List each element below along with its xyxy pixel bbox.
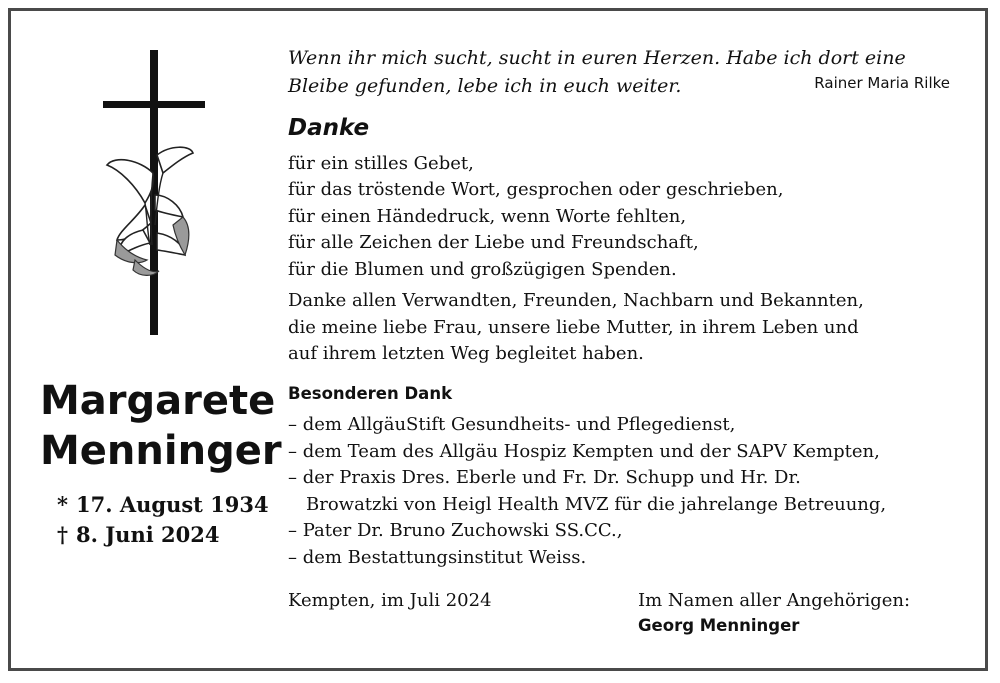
birth-symbol: * bbox=[57, 492, 68, 517]
thanks-line: für einen Händedruck, wenn Worte fehlten, bbox=[288, 205, 687, 227]
thanks-title: Danke bbox=[288, 115, 370, 141]
death-date: 8. Juni 2024 bbox=[76, 522, 220, 547]
thanks-paragraph-line: die meine liebe Frau, unsere liebe Mutter, in ihrem Leben und bbox=[288, 316, 859, 338]
birth-row bbox=[40, 490, 280, 520]
thanks-line: für das tröstende Wort, gesprochen oder geschrieben, bbox=[288, 179, 784, 201]
death-row bbox=[40, 520, 280, 550]
quote-author: Rainer Maria Rilke bbox=[814, 74, 950, 92]
special-thanks-list bbox=[288, 412, 968, 571]
thanks-lines bbox=[288, 151, 968, 283]
birth-date: 17. August 1934 bbox=[76, 492, 269, 517]
life-dates bbox=[40, 490, 280, 550]
quote-line-2: Bleibe gefunden, lebe ich in euch weiter. bbox=[288, 75, 682, 97]
death-symbol: † bbox=[57, 522, 68, 547]
special-thanks-item: – dem AllgäuStift Gesundheits- und Pflegedienst, bbox=[288, 414, 736, 435]
special-thanks-item-continuation: Browatzki von Heigl Health MVZ für die jahrelange Betreuung, bbox=[306, 493, 887, 515]
deceased-first-name: Margarete bbox=[40, 378, 276, 424]
signature-label: Im Namen aller Angehörigen: bbox=[638, 590, 911, 611]
special-thanks-item: – dem Team des Allgäu Hospiz Kempten und der SAPV Kempten, bbox=[288, 440, 880, 462]
special-thanks-title: Besonderen Dank bbox=[288, 384, 453, 403]
thanks-paragraph bbox=[288, 288, 968, 368]
signature-name: Georg Menninger bbox=[638, 616, 800, 635]
thanks-paragraph-line: auf ihrem letzten Weg begleitet haben. bbox=[288, 343, 644, 364]
thanks-line: für ein stilles Gebet, bbox=[288, 153, 474, 174]
thanks-line: für die Blumen und großzügigen Spenden. bbox=[288, 258, 677, 280]
special-thanks-item: – der Praxis Dres. Eberle und Fr. Dr. Schupp und Hr. Dr. bbox=[288, 467, 801, 488]
place-date: Kempten, im Juli 2024 bbox=[288, 590, 492, 611]
special-thanks-item: – Pater Dr. Bruno Zuchowski SS.CC., bbox=[288, 520, 623, 541]
quote-line-1: Wenn ihr mich sucht, sucht in euren Herzen. Habe ich dort eine bbox=[288, 47, 906, 69]
special-thanks-item: – dem Bestattungsinstitut Weiss. bbox=[288, 546, 587, 568]
cross-with-calla-lilies-icon bbox=[95, 45, 215, 340]
thanks-line: für alle Zeichen der Liebe und Freundschaft, bbox=[288, 232, 699, 254]
thanks-paragraph-line: Danke allen Verwandten, Freunden, Nachbarn und Bekannten, bbox=[288, 290, 864, 311]
deceased-last-name: Menninger bbox=[40, 428, 282, 474]
